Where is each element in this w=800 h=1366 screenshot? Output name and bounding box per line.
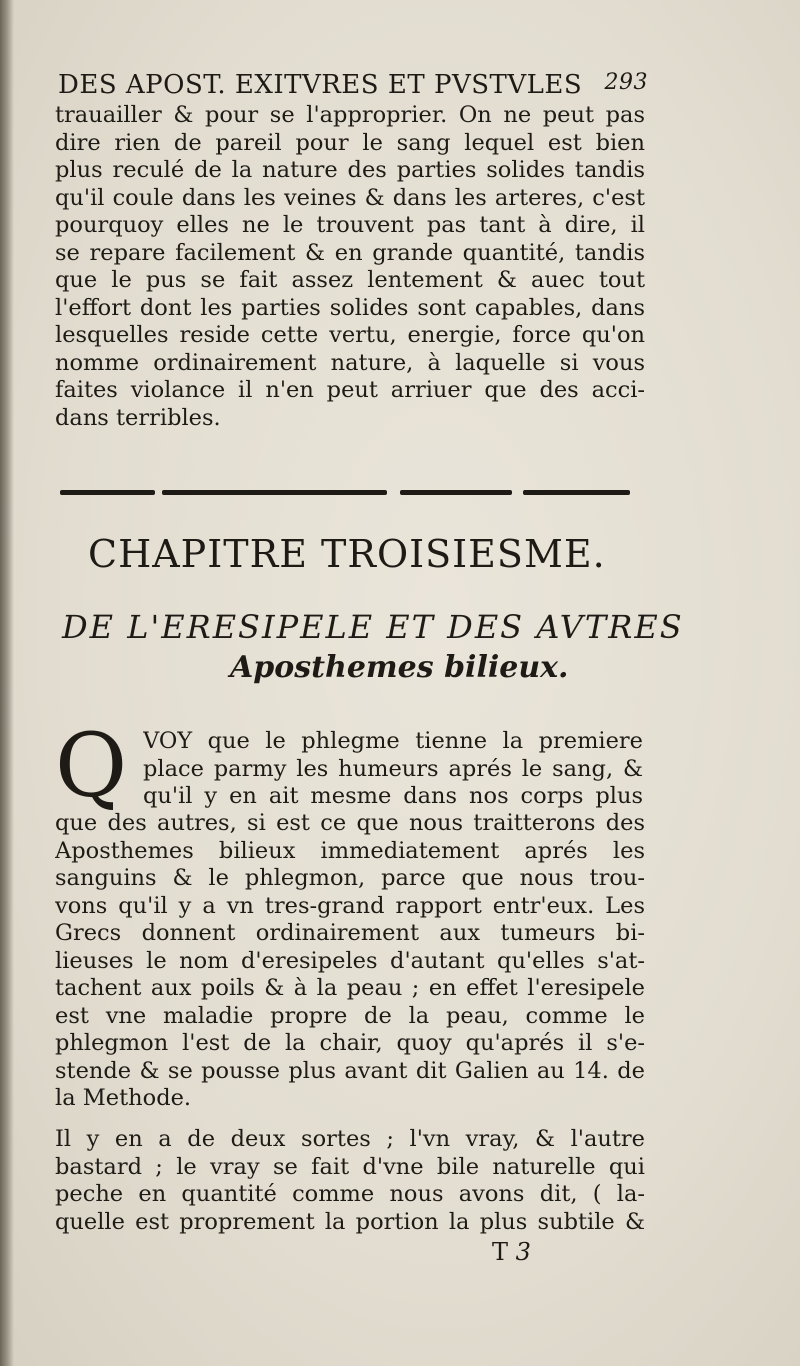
- text-line: sanguins & le phlegmon, parce que nous trou-: [55, 865, 645, 891]
- text-line: nomme ordinairement nature, à laquelle si vous: [55, 349, 645, 376]
- page-number: 293: [604, 70, 648, 95]
- text-line: dans terribles.: [55, 404, 221, 431]
- text-line: lesquelles reside cette vertu, energie, force qu'on: [55, 322, 645, 348]
- chapter-subtitle-continued: Aposthemes bilieux.: [230, 650, 569, 685]
- text-line: bastard ; le vray se fait d'vne bile naturelle qui: [55, 1153, 645, 1180]
- paragraph: [55, 810, 645, 1113]
- text-line: se repare facilement & en grande quantité, tandis: [55, 239, 645, 266]
- text-line: Grecs donnent ordinairement aux tumeurs bi-: [55, 920, 645, 946]
- text-line: quelle est proprement la portion la plus subtile &: [55, 1208, 645, 1235]
- text-line: que des autres, si est ce que nous traitterons des: [55, 810, 645, 836]
- text-line: faites violance il n'en peut arriuer que des acci-: [55, 377, 645, 403]
- paragraph-continued: [55, 102, 645, 432]
- page-gutter-shadow: [0, 0, 14, 1366]
- text-line: peche en quantité comme nous avons dit, ( la-: [55, 1181, 645, 1207]
- text-line: trauailler & pour se l'approprier. On ne peut pas: [55, 102, 645, 128]
- text-line: stende & se pousse plus avant dit Galien au 14. de: [55, 1057, 645, 1084]
- paragraph-lead-lines: [143, 728, 643, 811]
- text-line: pourquoy elles ne le trouvent pas tant à dire, il: [55, 212, 645, 238]
- text-line: Il y en a de deux sortes ; l'vn vray, & l'autre: [55, 1126, 645, 1152]
- text-line: dire rien de pareil pour le sang lequel est bien: [55, 129, 645, 156]
- signature-number: 3: [515, 1238, 531, 1266]
- text-line: qu'il y en ait mesme dans nos corps plus: [143, 783, 643, 809]
- text-line: vons qu'il y a vn tres-grand rapport entr'eux. Les: [55, 892, 645, 919]
- signature-mark: [492, 1238, 531, 1266]
- text-line: Aposthemes bilieux immediatement aprés les: [55, 837, 645, 864]
- text-line: VOY que le phlegme tienne la premiere: [143, 728, 643, 754]
- paragraph: [55, 1126, 645, 1236]
- text-line: que le pus se fait assez lentement & auec tout: [55, 267, 645, 293]
- text-line: tachent aux poils & à la peau ; en effet l'eresipele: [55, 975, 645, 1001]
- text-line: lieuses le nom d'eresipeles d'autant qu'elles s'at-: [55, 947, 645, 974]
- text-line: l'effort dont les parties solides sont capables, dans: [55, 294, 645, 321]
- signature-letter: T: [492, 1238, 509, 1266]
- text-line: est vne maladie propre de la peau, comme le: [55, 1002, 645, 1029]
- chapter-title: CHAPITRE TROISIESME.: [88, 532, 606, 576]
- printers-rule-ornament: [60, 488, 630, 498]
- text-line: qu'il coule dans les veines & dans les arteres, c'est: [55, 184, 645, 211]
- text-line: phlegmon l'est de la chair, quoy qu'aprés il s'e-: [55, 1030, 645, 1056]
- running-head: [58, 70, 648, 100]
- text-line: plus reculé de la nature des parties solides tandis: [55, 157, 645, 183]
- text-line: place parmy les humeurs aprés le sang, &: [143, 755, 643, 782]
- drop-capital: Q: [55, 714, 128, 817]
- running-head-title: DES APOST. EXITVRES ET PVSTVLES: [58, 70, 583, 100]
- text-line: la Methode.: [55, 1085, 192, 1111]
- chapter-subtitle: DE L'ERESIPELE ET DES AVTRES: [62, 608, 684, 646]
